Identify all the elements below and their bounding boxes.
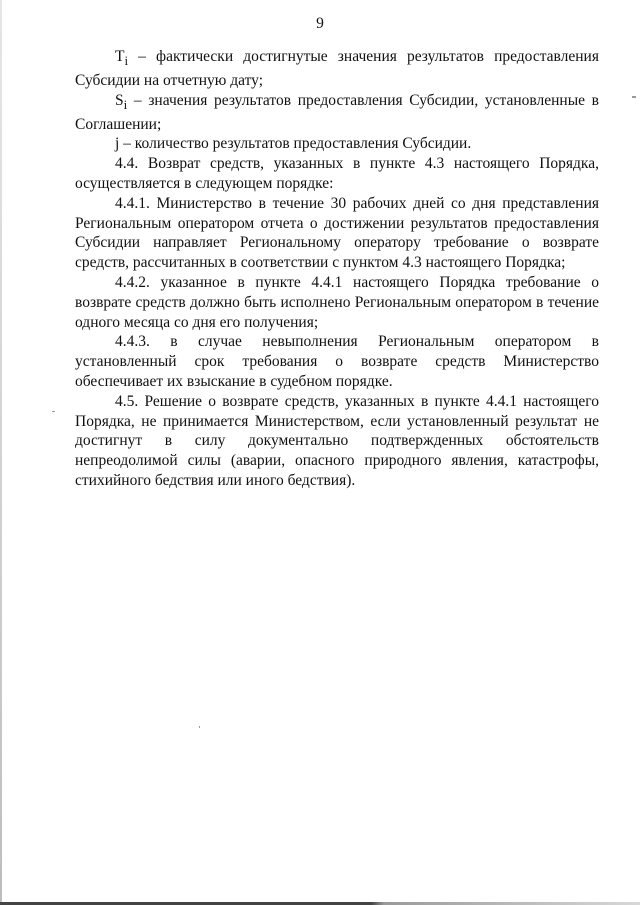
paragraph-ti — [75, 47, 599, 91]
paragraph-4-4: 4.4. Возврат средств, указанных в пункте 4.3 настоящего Порядка, осуществляется в следующем порядке: — [75, 155, 599, 192]
paragraph-4-4-1: 4.4.1. Министерство в течение 30 рабочих дней со дня представления Региональным оператором отчета о достижении результатов предоставления Субсидии направляет Региональному оператору требование о возврате средств, рассчитанных в соответствии с пунктом 4.3 настоящего Порядка; — [75, 194, 599, 272]
paragraph-4-4-2: 4.4.2. указанное в пункте 4.4.1 настоящего Порядка требование о возврате средств должно быть исполнено Региональным оператором в течение одного месяца со дня его получения; — [75, 273, 599, 331]
paragraph-j: j – количество результатов предоставления Субсидии. — [115, 135, 472, 153]
document-body — [75, 47, 599, 491]
paragraph-text: – фактически достигнутые значения результатов предоставления Субсидии на отчетную дату; — [75, 48, 599, 89]
scan-speck — [52, 411, 55, 412]
page-number: 9 — [316, 15, 324, 32]
paragraph-4-5: 4.5. Решение о возврате средств, указанных в пункте 4.4.1 настоящего Порядка, не принимается Министерством, если установленный результат не достигнут в силу документально подтвержденных обстоятельств непреодолимой силы (аварии, опасного природного явления, катастрофы, стихийного бедствия или иного бедствия). — [75, 392, 599, 489]
scan-edge-left — [0, 0, 2, 905]
subscript-i: i — [124, 53, 129, 69]
variable-t: T — [115, 48, 125, 65]
variable-s: S — [115, 91, 124, 109]
paragraph-si — [75, 91, 599, 135]
paragraph-4-4-3: 4.4.3. в случае невыполнения Региональным оператором в установленный срок требования о возврате средств Министерство обеспечивает их взыскание в судебном порядке. — [75, 333, 599, 390]
scan-speck — [199, 726, 200, 728]
subscript-i: i — [123, 96, 128, 112]
scan-speck — [632, 96, 636, 98]
paragraph-text: – значения результатов предоставления Субсидии, установленные в Соглашении; — [75, 91, 599, 133]
